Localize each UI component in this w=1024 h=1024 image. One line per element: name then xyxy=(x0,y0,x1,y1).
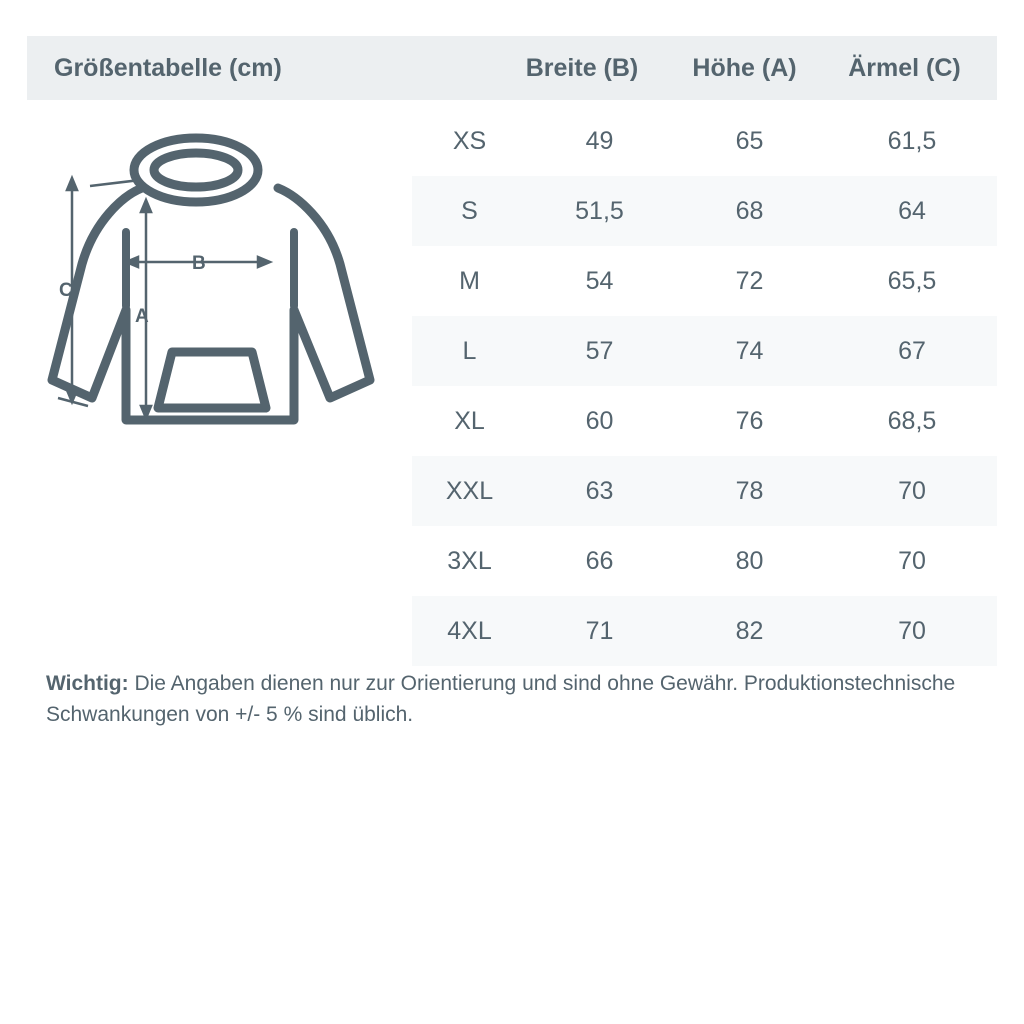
cell-sleeve: 70 xyxy=(898,616,926,645)
disclaimer xyxy=(46,668,996,730)
cell-size: XL xyxy=(454,406,485,435)
column-header-width: Breite (B) xyxy=(525,53,639,82)
label-a: A xyxy=(135,306,149,327)
column-header-sleeve: Ärmel (C) xyxy=(848,53,961,82)
label-b: B xyxy=(192,253,206,274)
cell-size: 4XL xyxy=(447,616,492,645)
disclaimer-text: Die Angaben dienen nur zur Orientierung und sind ohne Gewähr. Produktionstechnische Schwankungen von +/- 5 % sind üblich. xyxy=(46,672,956,726)
cell-width: 66 xyxy=(585,546,614,575)
cell-height: 72 xyxy=(735,266,764,295)
table-row xyxy=(412,106,997,176)
cell-height: 80 xyxy=(735,546,764,575)
cell-width: 51,5 xyxy=(575,196,624,225)
cell-size: XXL xyxy=(445,476,494,505)
disclaimer-lead: Wichtig: xyxy=(46,672,129,695)
table-row xyxy=(412,526,997,596)
cell-width: 71 xyxy=(585,616,614,645)
cell-width: 49 xyxy=(585,126,614,155)
cell-sleeve: 61,5 xyxy=(887,126,937,155)
label-c: C xyxy=(59,280,73,301)
column-headers xyxy=(497,54,997,83)
cell-sleeve: 68,5 xyxy=(887,406,937,435)
cell-sleeve: 70 xyxy=(898,476,926,505)
cell-sleeve: 65,5 xyxy=(887,266,937,295)
hoodie-diagram-icon xyxy=(30,110,410,470)
table-body xyxy=(412,106,997,666)
cell-sleeve: 64 xyxy=(898,196,926,225)
cell-size: XS xyxy=(452,126,487,155)
table-row xyxy=(412,316,997,386)
cell-size: S xyxy=(461,196,478,225)
table-row xyxy=(412,176,997,246)
cell-width: 63 xyxy=(585,476,614,505)
table-row xyxy=(412,386,997,456)
cell-sleeve: 70 xyxy=(898,546,926,575)
table-row xyxy=(412,246,997,316)
cell-height: 74 xyxy=(735,336,764,365)
cell-height: 68 xyxy=(735,196,764,225)
column-header-height: Höhe (A) xyxy=(692,53,797,82)
cell-size: 3XL xyxy=(447,546,492,575)
cell-width: 60 xyxy=(585,406,614,435)
cell-size: M xyxy=(459,266,480,295)
cell-width: 57 xyxy=(585,336,614,365)
table-row xyxy=(412,456,997,526)
cell-height: 65 xyxy=(735,126,764,155)
cell-sleeve: 67 xyxy=(898,336,926,365)
cell-height: 78 xyxy=(735,476,764,505)
cell-width: 54 xyxy=(585,266,614,295)
cell-size: L xyxy=(462,336,477,365)
table-row xyxy=(412,596,997,666)
page-title: Größentabelle (cm) xyxy=(54,53,282,82)
table-header xyxy=(27,36,997,100)
cell-height: 82 xyxy=(735,616,764,645)
cell-height: 76 xyxy=(735,406,764,435)
